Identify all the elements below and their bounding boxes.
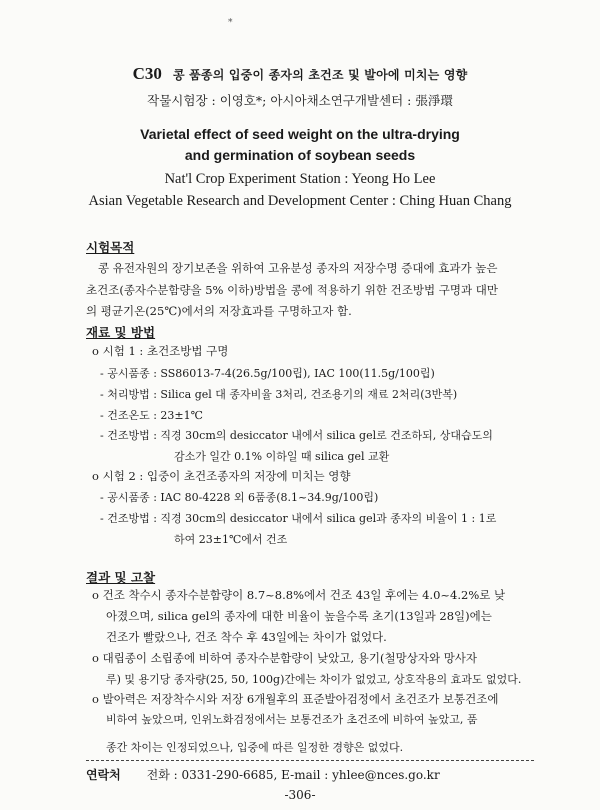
purpose-line: 콩 유전자원의 장기보존을 위하여 고유분성 종자의 저장수명 증대에 효과가 높은 bbox=[98, 261, 498, 275]
exp1-item: - 처리방법 : Silica gel 대 종자비율 3처리, 건조용기의 재료 2처리(3반복) bbox=[100, 388, 458, 401]
affiliations-english bbox=[0, 168, 600, 212]
exp1-item: - 건조온도 : 23±1℃ bbox=[100, 409, 203, 422]
experiment-1-title: o 시험 1 : 초건조방법 구명 bbox=[92, 344, 229, 358]
results-line: 종간 차이는 인정되었으나, 입중에 따른 일정한 경향은 없었다. bbox=[106, 741, 404, 754]
methods-heading: 재료 및 방법 bbox=[86, 325, 156, 340]
top-mark: * bbox=[228, 18, 233, 28]
title-line bbox=[0, 64, 600, 84]
title-english bbox=[0, 124, 600, 166]
purpose-text bbox=[86, 258, 534, 323]
abstract-code: C30 bbox=[132, 64, 162, 83]
authors-korean: 작물시험장 : 이영호*; 아시아채소연구개발센터 : 張淨環 bbox=[147, 93, 453, 108]
results-heading: 결과 및 고찰 bbox=[86, 570, 156, 585]
results-line: o 대립종이 소립종에 비하여 종자수분함량이 낮았고, 용기(철망상자와 망사자 bbox=[92, 651, 478, 665]
exp1-item: - 건조방법 : 직경 30cm의 desiccator 내에서 silica gel로 건조하되, 상대습도의 bbox=[100, 429, 493, 442]
contact-label: 연락처 bbox=[86, 768, 121, 782]
exp2-item: - 건조방법 : 직경 30cm의 desiccator 내에서 silica gel과 종자의 비율이 1 : 1로 bbox=[100, 512, 497, 525]
title-english-line-1: Varietal effect of seed weight on the ultra-drying bbox=[140, 126, 460, 142]
results-line: 루) 및 용기당 종자량(25, 50, 100g)간에는 차이가 없었고, 상호작용의 효과도 없었다. bbox=[106, 673, 522, 686]
dashed-divider bbox=[86, 760, 534, 761]
exp2-item-continued: 하여 23±1℃에서 건조 bbox=[174, 533, 288, 546]
results-line: o 발아력은 저장착수시와 저장 6개월후의 표준발아검정에서 초건조가 보통건조에 bbox=[92, 692, 499, 706]
experiment-2-title: o 시험 2 : 입중이 초건조종자의 저장에 미치는 영향 bbox=[92, 469, 351, 483]
results-line: 아졌으며, silica gel의 종자에 대한 비율이 높을수록 초기(13일과 28일)에는 bbox=[106, 609, 492, 623]
results-line: o 건조 착수시 종자수분함량이 8.7~8.8%에서 건조 43일 후에는 4.0~4.2%로 낮 bbox=[92, 588, 506, 602]
contact-info bbox=[86, 766, 440, 783]
title-korean: 콩 품종의 입중이 종자의 초건조 및 발아에 미치는 영향 bbox=[172, 68, 468, 82]
purpose-line: 초건조(종자수분함량을 5% 이하)방법을 콩에 적용하기 위한 건조방법 구명과 대만 bbox=[86, 282, 498, 297]
affiliation-line-2: Asian Vegetable Research and Development Center : Ching Huan Chang bbox=[88, 193, 512, 209]
title-english-line-2: and germination of soybean seeds bbox=[184, 147, 416, 163]
exp1-item: - 공시품종 : SS86013-7-4(26.5g/100립), IAC 100(11.5g/100립) bbox=[100, 367, 435, 380]
page-number: -306- bbox=[284, 788, 316, 802]
exp1-item-continued: 감소가 일간 0.1% 이하일 때 silica gel 교환 bbox=[174, 450, 390, 463]
results-line: 건조가 빨랐으나, 건조 착수 후 43일에는 차이가 없었다. bbox=[106, 630, 387, 644]
affiliation-line-1: Nat'l Crop Experiment Station : Yeong Ho Lee bbox=[164, 171, 436, 187]
purpose-heading: 시험목적 bbox=[86, 240, 135, 255]
purpose-line: 의 평균기온(25℃)에서의 저장효과를 구명하고자 함. bbox=[86, 304, 352, 318]
exp2-item: - 공시품종 : IAC 80-4228 외 6품종(8.1~34.9g/100립) bbox=[100, 491, 379, 504]
results-line: 비하여 높았으며, 인위노화검정에서는 보통건조가 초건조에 비하여 높았고, 품 bbox=[106, 713, 478, 726]
contact-details: 전화 : 0331-290-6685, E-mail : yhlee@nces.go.kr bbox=[146, 768, 440, 782]
